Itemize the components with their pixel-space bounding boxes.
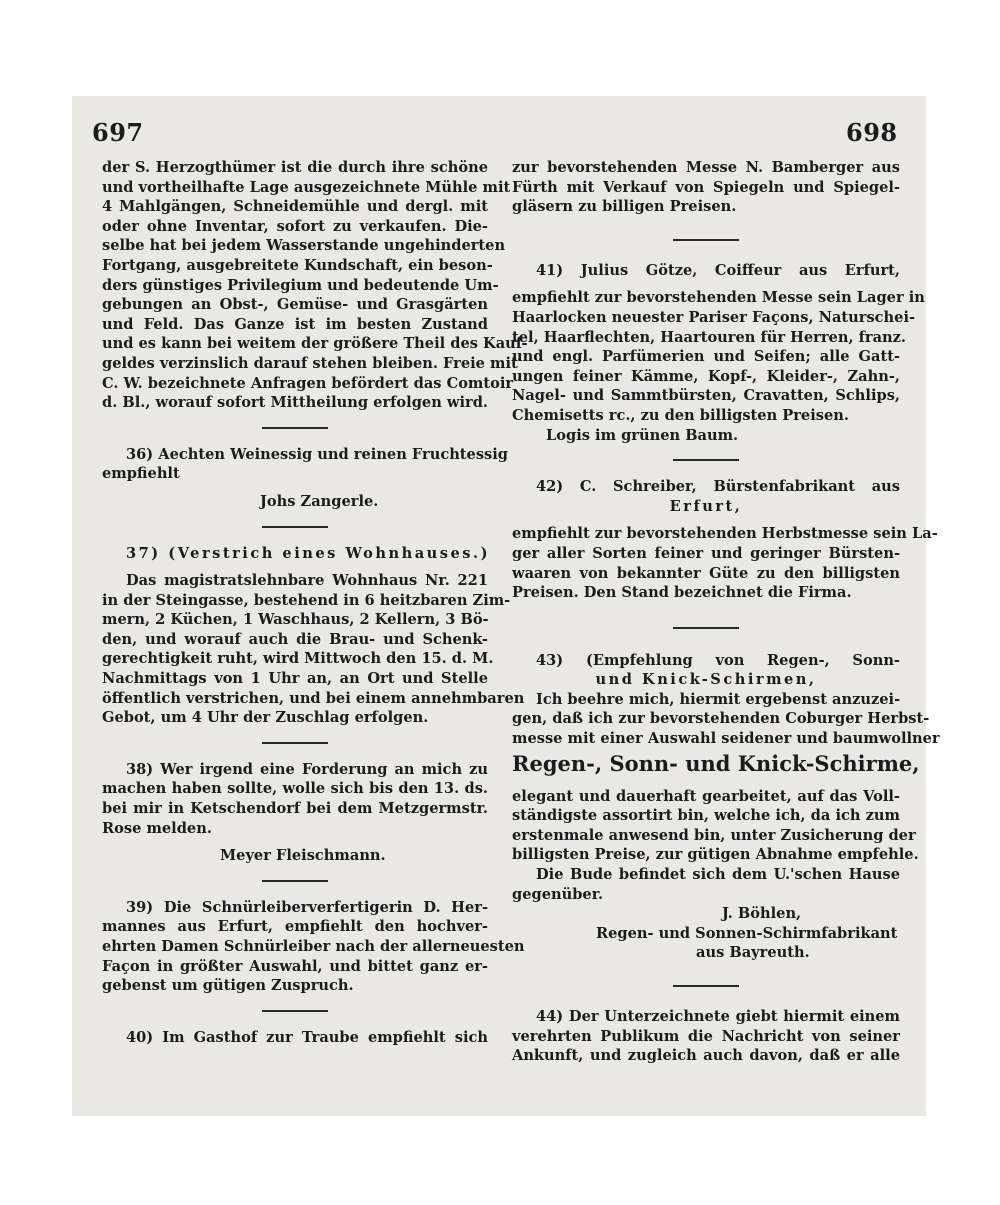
text-line: Das magistratslehnbare Wohnhaus Nr. 221 [126,572,488,590]
right-column [512,158,940,1066]
separator-rule [673,239,739,241]
text-line: und Feld. Das Ganze ist im besten Zustand [102,315,488,333]
text-line: und vortheilhafte Lage ausgezeichnete Mühle mit [102,178,511,196]
ad-36 [102,445,509,512]
text-line: Gebot, um 4 Uhr der Zuschlag erfolgen. [102,709,429,727]
text-line: ger aller Sorten feiner und geringer Bürsten- [512,544,900,562]
separator-rule [673,459,739,461]
text-line: Haarlocken neuester Pariser Façons, Naturschei- [512,308,916,326]
text-line: selbe hat bei jedem Wasserstande ungehinderten [102,237,506,255]
text-line: in der Steingasse, bestehend in 6 heitzbaren Zim- [102,591,511,609]
text-line: 36) Aechten Weinessig und reinen Fruchtessig [126,445,509,463]
signature: J. Böhlen, [722,905,802,923]
signature: Meyer Fleischmann. [220,847,386,865]
separator-rule [673,627,739,629]
ad-44 [512,1007,900,1066]
text-line: C. W. bezeichnete Anfragen befördert das Comtoir [102,374,514,392]
ad-41 [512,261,925,445]
text-line: 39) Die Schnürleiberverfertigerin D. Her- [126,898,488,916]
separator-rule [262,742,328,744]
text-line: 38) Wer irgend eine Forderung an mich zu [126,760,488,778]
signature-place: aus Bayreuth. [696,944,810,962]
text-line: waaren von bekannter Güte zu den billigsten [512,564,900,582]
separator-rule [673,985,739,987]
signature: Johs Zangerle. [260,492,379,510]
text-line: machen haben sollte, wolle sich bis den 13. ds. [102,780,488,798]
ad-40 [102,1028,488,1048]
ad-43 [512,651,940,963]
text-line: verehrten Publikum die Nachricht von seiner [512,1027,900,1045]
text-line: ständigste assortirt bin, welche ich, da ich zum [512,807,900,825]
text-line: 40) Im Gasthof zur Traube empfiehlt sich [126,1028,488,1046]
text-line: billigsten Preise, zur gütigen Abnahme empfehle. [512,846,919,864]
separator-rule [262,1010,328,1012]
text-line: empfiehlt zur bevorstehenden Messe sein Lager in [512,289,925,307]
text-line: Nagel- und Sammtbürsten, Cravatten, Schlips, [512,387,900,405]
text-line: und es kann bei weitem der größere Theil des Kauf- [102,335,528,353]
text-line: geldes verzinslich darauf stehen bleiben. Freie mit [102,354,518,372]
ad-39 [102,898,525,996]
text-line: mannes aus Erfurt, empfiehlt den hochver- [102,918,488,936]
text-line: gegenüber. [512,885,604,903]
left-column [102,158,528,1047]
mill-sale-notice [102,158,528,413]
text-line: gebungen an Obst-, Gemüse- und Grasgärten [102,296,488,314]
text-line: ungen feiner Kämme, Kopf-, Kleider-, Zahn-, [512,367,900,385]
separator-rule [262,427,328,429]
text-line: den, und worauf auch die Brau- und Schenk- [102,630,488,648]
text-line: Preisen. Den Stand bezeichnet die Firma. [512,584,852,602]
text-line: Chemisetts rc., zu den billigsten Preisen. [512,406,849,424]
text-line: Logis im grünen Baum. [546,426,739,444]
text-line: 4 Mahlgängen, Schneidemühle und dergl. mit [102,198,488,216]
ad-heading: und Knick-Schirmen, [595,671,817,689]
text-line: gläsern zu billigen Preisen. [512,198,737,216]
ad-heading: 42) C. Schreiber, Bürstenfabrikant aus [536,478,900,496]
text-line: Rose melden. [102,819,212,837]
text-line: zur bevorstehenden Messe N. Bamberger aus [512,159,900,176]
text-line: erstenmale anwesend bin, unter Zusicherung der [512,826,916,844]
text-line: oder ohne Inventar, sofort zu verkaufen. Die- [102,217,488,235]
text-line: Ankunft, und zugleich auch davon, daß er alle [512,1047,900,1065]
separator-rule [262,526,328,528]
text-line: Die Bude befindet sich dem U.'schen Hause [536,866,900,884]
text-line: und engl. Parfümerien und Seifen; alle Gatt- [512,348,900,366]
text-line: der S. Herzogthümer ist die durch ihre schöne [102,159,488,176]
ad-heading: 41) Julius Götze, Coiffeur aus Erfurt, [536,261,900,279]
ad-heading: Erfurt, [669,497,743,515]
text-line: bei mir in Ketschendorf bei dem Metzgermstr. [102,800,488,818]
text-line: Nachmittags von 1 Uhr an, an Ort und Stelle [102,670,488,688]
text-line: öffentlich verstrichen, und bei einem annehmbaren [102,689,525,707]
text-line: messe mit einer Auswahl seidener und baumwollner [512,730,940,748]
text-line: Façon in größter Auswahl, und bittet ganz er- [102,957,488,975]
page-number-right: 698 [846,118,898,147]
text-line: ders günstiges Privilegium und bedeutende Um- [102,276,499,294]
text-line: mern, 2 Küchen, 1 Waschhaus, 2 Kellern, 3 Bö- [102,611,489,629]
ad-42 [512,477,938,603]
text-line: tel, Haarflechten, Haartouren für Herren, franz. [512,328,907,346]
signature-title: Regen- und Sonnen-Schirmfabrikant [596,924,898,942]
text-line: empfiehlt zur bevorstehenden Herbstmesse sein La- [512,525,938,543]
text-line: ehrten Damen Schnürleiber nach der allerneuesten [102,938,525,955]
text-line: gen, daß ich zur bevorstehenden Coburger Herbst- [512,710,930,728]
ad-38 [102,760,488,866]
text-line: Fortgang, ausgebreitete Kundschaft, ein beson- [102,256,493,274]
page-number-left: 697 [92,118,144,147]
ad-heading: 43) (Empfehlung von Regen-, Sonn- [536,651,900,669]
ad-37 [102,544,525,728]
text-line: d. Bl., worauf sofort Mittheilung erfolgen wird. [102,394,488,412]
ad-40-continued [512,158,900,217]
text-line: Fürth mit Verkauf von Spiegeln und Spiegel- [512,178,900,196]
text-line: 44) Der Unterzeichnete giebt hiermit einem [536,1008,900,1025]
highlight-line: Regen-, Sonn- und Knick-Schirme, [512,750,920,776]
text-line: gerechtigkeit ruht, wird Mittwoch den 15. d. M. [102,650,494,668]
text-line: gebenst um gütigen Zuspruch. [102,977,354,995]
text-line: Ich beehre mich, hiermit ergebenst anzuzei- [536,690,901,708]
text-line: elegant und dauerhaft gearbeitet, auf das Voll- [512,787,900,805]
ad-heading: 37) (Verstrich eines Wohnhauses.) [126,544,490,562]
separator-rule [262,880,328,882]
text-line: empfiehlt [102,465,180,483]
